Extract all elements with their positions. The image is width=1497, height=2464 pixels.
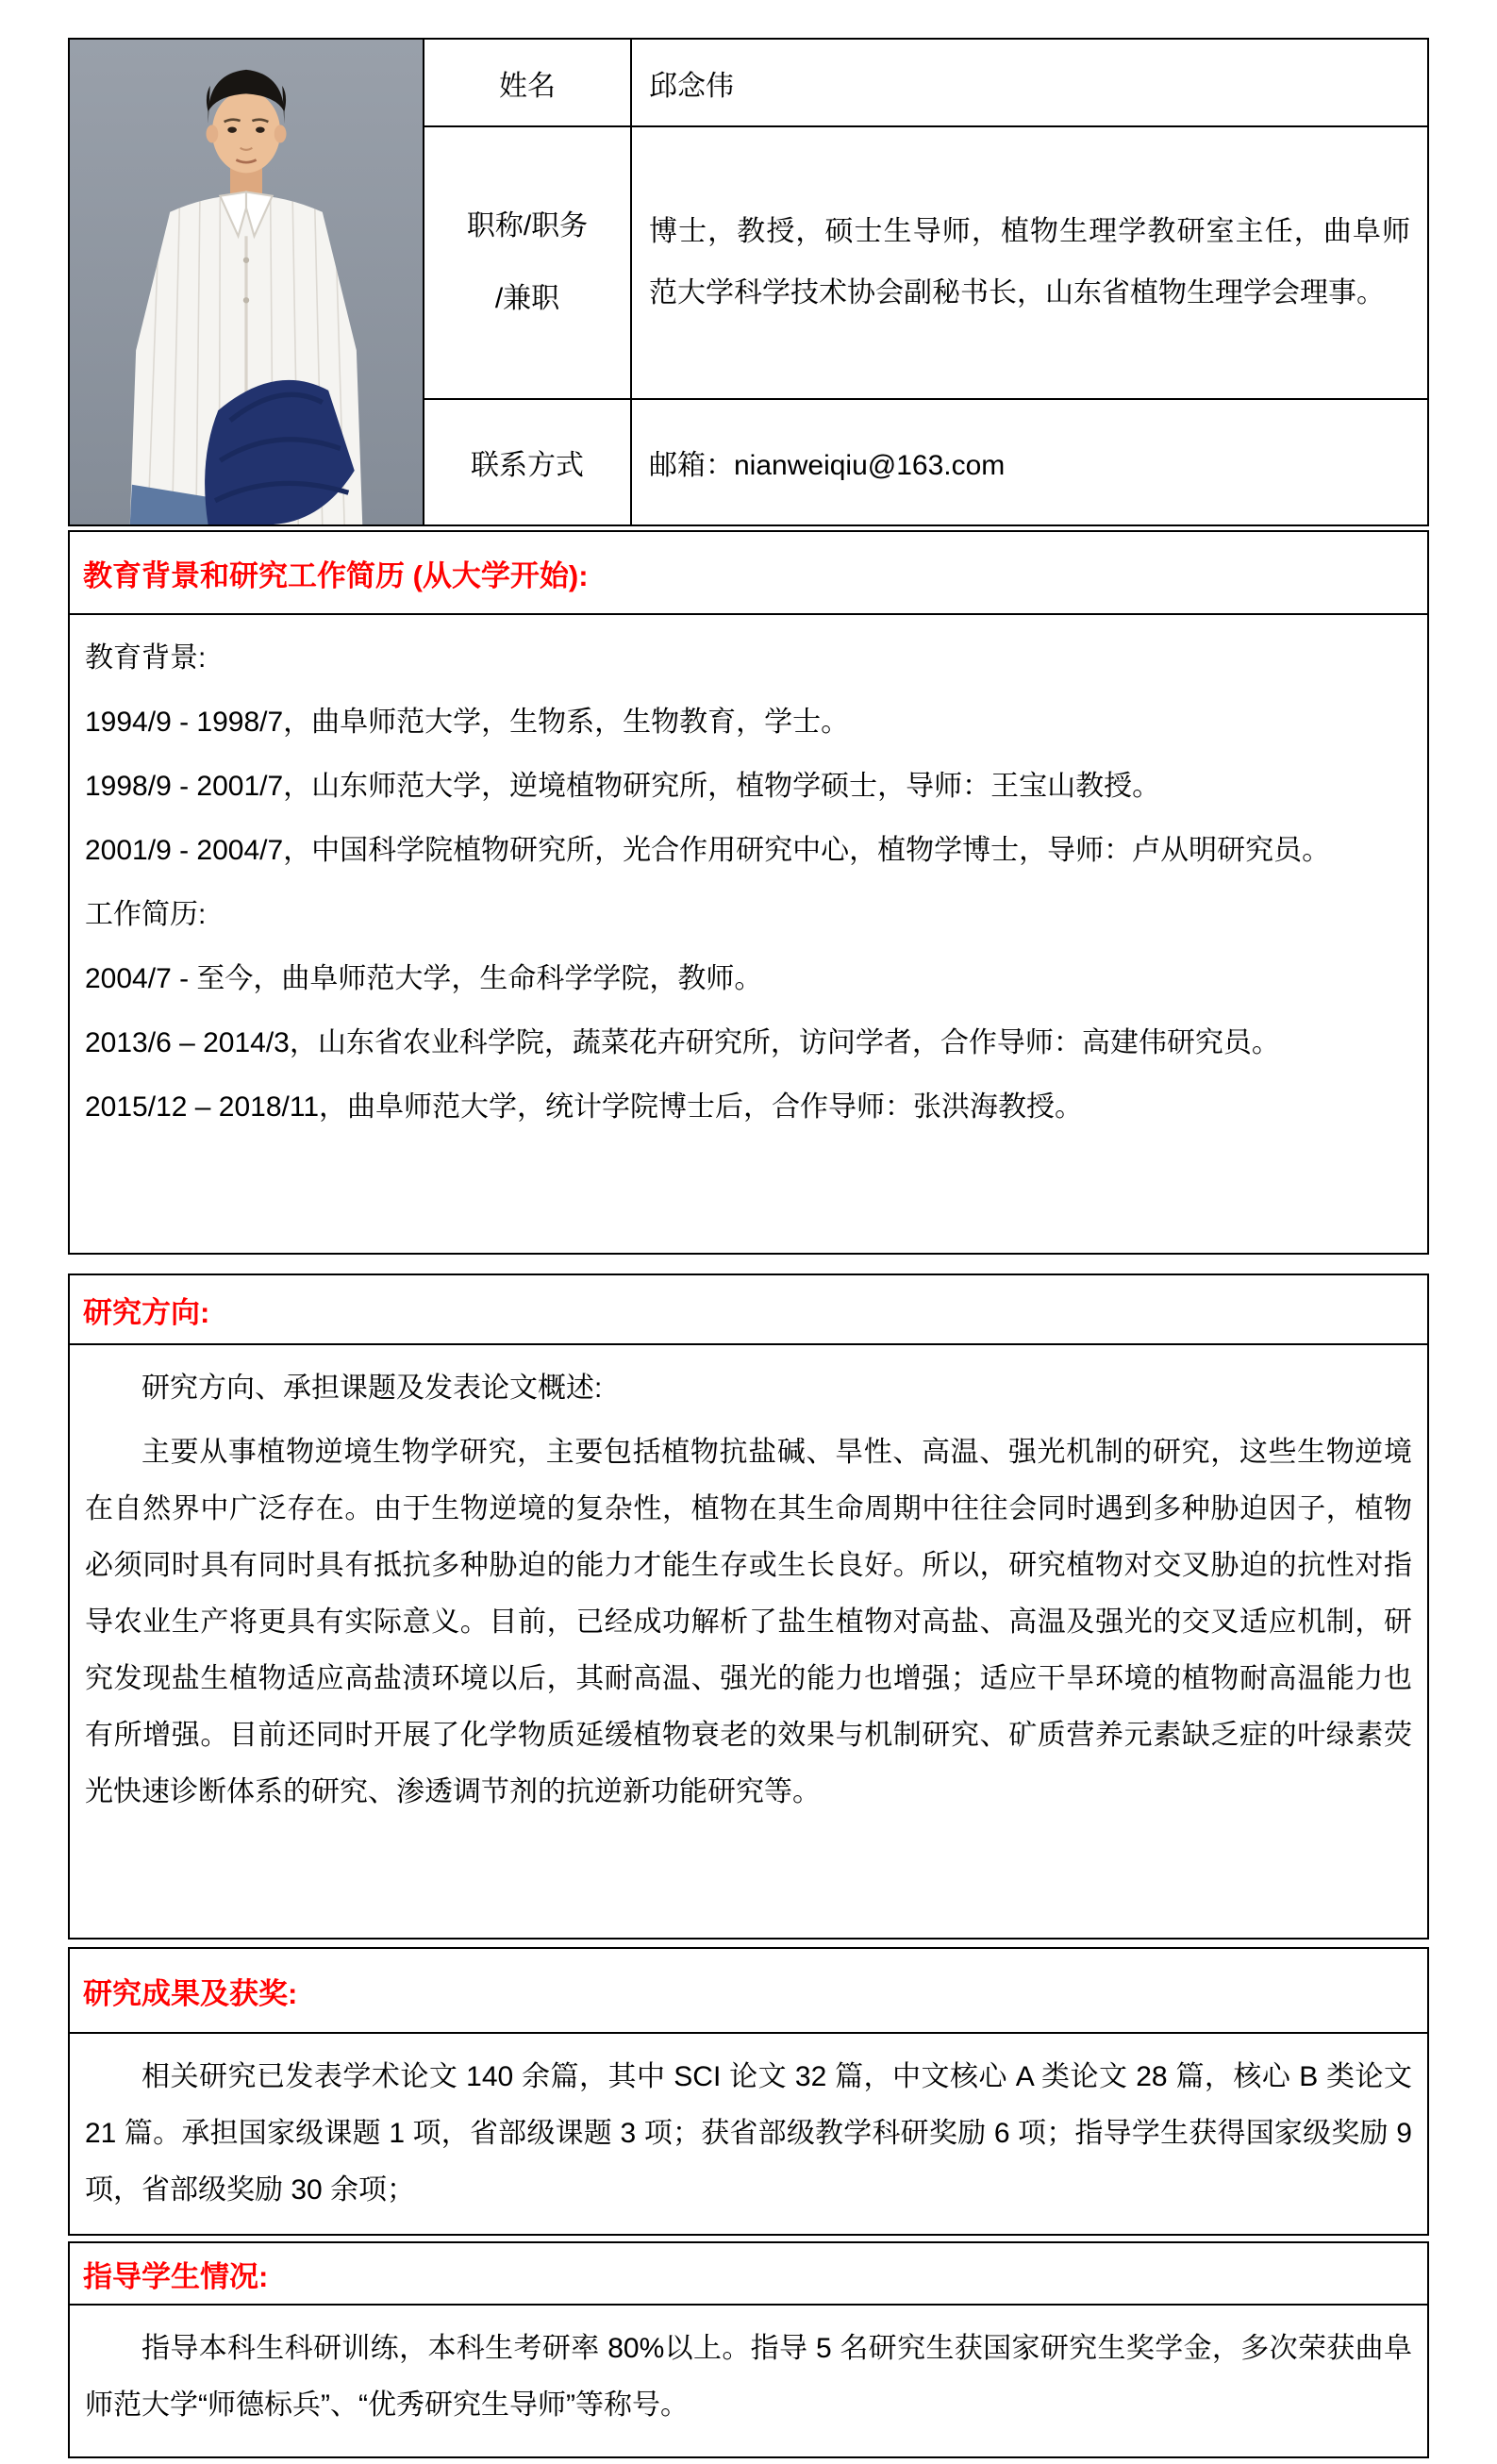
research-section	[68, 1274, 1429, 1940]
title-label-line2: /兼职	[494, 282, 560, 314]
achievements-body: 相关研究已发表学术论文 140 余篇，其中 SCI 论文 32 篇，中文核心 A 类论文 28 篇，核心 B 类论文 21 篇。承担国家级课题 1 项，省部级课题 3 项；获省部级教学科研奖励 6 项；指导学生获得国家级奖励 9 项，省部级奖励 30 余项；	[85, 2061, 1412, 2206]
education-section	[68, 530, 1429, 1255]
title-value: 博士，教授，硕士生导师，植物生理学教研室主任，曲阜师范大学科学技术协会副秘书长，山东省植物生理学会理事。	[631, 126, 1428, 399]
achievements-section-content	[70, 2034, 1427, 2234]
research-intro: 研究方向、承担课题及发表论文概述:	[141, 1373, 603, 1405]
education-subheading: 教育背景:	[85, 642, 207, 674]
education-section-heading: 教育背景和研究工作简历 (从大学开始):	[70, 532, 1427, 615]
title-label-line1: 职称/职务	[466, 210, 589, 242]
research-section-content	[70, 1345, 1427, 1938]
name-value: 邱念伟	[631, 39, 1428, 126]
students-body: 指导本科生科研训练，本科生考研率 80%以上。指导 5 名研究生获国家研究生奖学金，多次荣获曲阜师范大学“师德标兵”、“优秀研究生导师”等称号。	[85, 2333, 1412, 2422]
education-section-content	[70, 615, 1427, 1253]
title-label	[424, 126, 631, 399]
work-history-item: 2015/12 – 2018/11，曲阜师范大学，统计学院博士后，合作导师：张洪海教授。	[85, 1091, 1084, 1124]
research-body: 主要从事植物逆境生物学研究，主要包括植物抗盐碱、旱性、高温、强光机制的研究，这些生物逆境在自然界中广泛存在。由于生物逆境的复杂性，植物在其生命周期中往往会同时遇到多种胁迫因子，植物必须同时具有同时具有抵抗多种胁迫的能力才能生存或生长良好。所以，研究植物对交叉胁迫的抗性对指导农业生产将更具有实际意义。目前，已经成功解析了盐生植物对高盐、高温及强光的交叉适应机制，研究发现盐生植物适应高盐渍环境以后，其耐高温、强光的能力也增强；适应干旱环境的植物耐高温能力也有所增强。目前还同时开展了化学物质延缓植物衰老的效果与机制研究、矿质营养元素缺乏症的叶绿素荧光快速诊断体系的研究、渗透调节剂的抗逆新功能研究等。	[85, 1437, 1412, 1808]
education-item: 2001/9 - 2004/7，中国科学院植物研究所，光合作用研究中心，植物学博士，导师：卢从明研究员。	[85, 835, 1331, 867]
achievements-section	[68, 1947, 1429, 2236]
achievements-section-heading: 研究成果及获奖:	[70, 1949, 1427, 2034]
research-section-heading: 研究方向:	[70, 1275, 1427, 1345]
education-item: 1998/9 - 2001/7，山东师范大学，逆境植物研究所，植物学硕士，导师：王宝山教授。	[85, 771, 1161, 803]
profile-table	[68, 38, 1429, 526]
teacher-portrait-photo	[70, 40, 423, 524]
contact-label: 联系方式	[424, 399, 631, 525]
name-label: 姓名	[424, 39, 631, 126]
work-history-item: 2004/7 - 至今，曲阜师范大学，生命科学学院，教师。	[85, 963, 763, 995]
education-item: 1994/9 - 1998/7，曲阜师范大学，生物系，生物教育，学士。	[85, 707, 850, 739]
students-section-heading: 指导学生情况:	[70, 2243, 1427, 2306]
contact-value: 邮箱：nianweiqiu@163.com	[631, 399, 1428, 525]
students-section-content	[70, 2306, 1427, 2456]
students-section	[68, 2241, 1429, 2458]
work-history-item: 2013/6 – 2014/3，山东省农业科学院，蔬菜花卉研究所，访问学者，合作导师：高建伟研究员。	[85, 1027, 1280, 1059]
photo-cell	[69, 39, 424, 525]
work-history-subheading: 工作简历:	[85, 899, 207, 931]
